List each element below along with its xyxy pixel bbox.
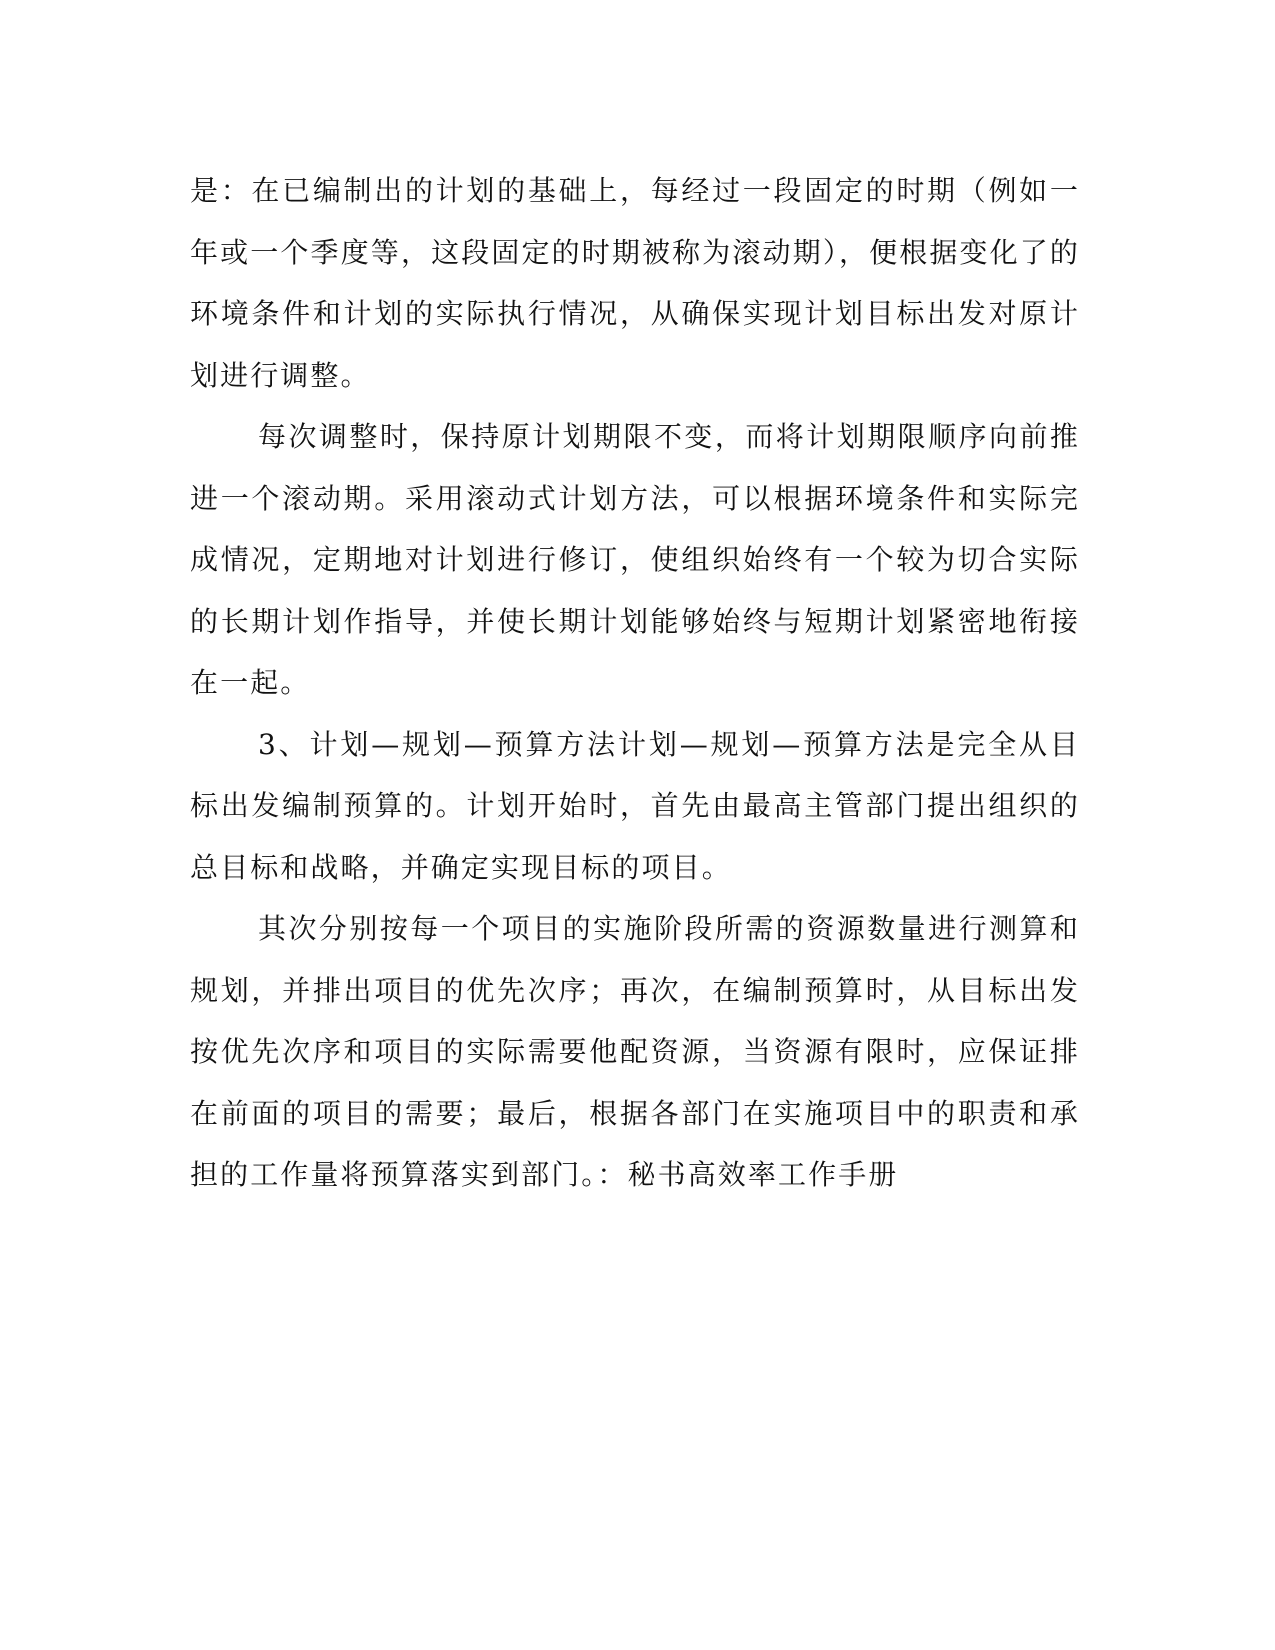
paragraph-ppbs-steps: 其次分别按每一个项目的实施阶段所需的资源数量进行测算和规划，并排出项目的优先次序；再次，在编制预算时，从目标出发按优先次序和项目的实际需要他配资源，当资源有限时，应保证排在前面的项目的需要；最后，根据各部门在实施项目中的职责和承担的工作量将预算落实到部门。：秘书高效率工作手册 <box>190 912 1080 1191</box>
document-body <box>190 160 1080 1206</box>
paragraph-rolling-plan-definition: 是：在已编制出的计划的基础上，每经过一段固定的时期（例如一年或一个季度等，这段固定的时期被称为滚动期），便根据变化了的环境条件和计划的实际执行情况，从确保实现计划目标出发对原计划进行调整。 <box>190 174 1080 392</box>
paragraph-ppbs-method: 3、计划—规划—预算方法计划—规划—预算方法是完全从目标出发编制预算的。计划开始时，首先由最高主管部门提出组织的总目标和战略，并确定实现目标的项目。 <box>190 727 1080 884</box>
paragraph-rolling-plan-adjustment: 每次调整时，保持原计划期限不变，而将计划期限顺序向前推进一个滚动期。采用滚动式计划方法，可以根据环境条件和实际完成情况，定期地对计划进行修订，使组织始终有一个较为切合实际的长期计划作指导，并使长期计划能够始终与短期计划紧密地衔接在一起。 <box>190 420 1080 699</box>
